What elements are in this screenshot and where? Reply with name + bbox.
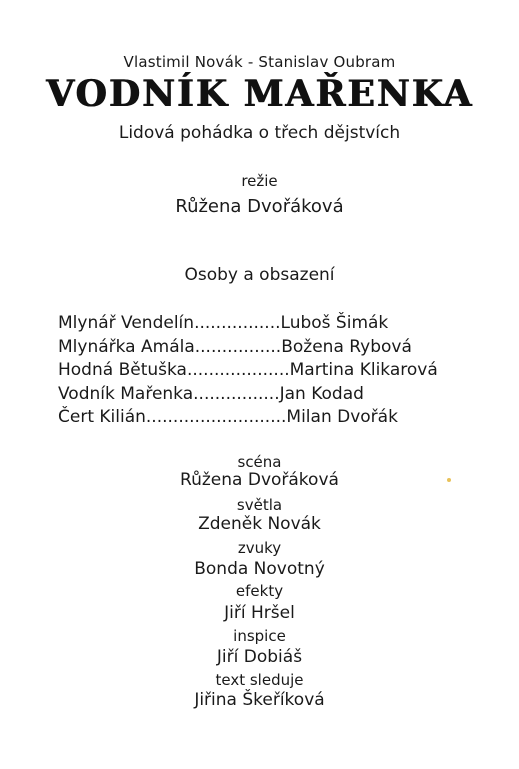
cast-dots: .......................... — [145, 407, 287, 427]
cast-role: Mlynář Vendelín — [58, 313, 195, 333]
play-title: VODNÍK MAŘENKA — [45, 73, 474, 115]
crew-label-efekty: efekty — [235, 582, 284, 600]
cast-role: Čert Kilián — [58, 407, 146, 427]
crew-label-zvuky: zvuky — [237, 539, 282, 557]
cast-row — [58, 312, 498, 336]
paper-spot — [447, 478, 451, 482]
crew-label-scena: scéna — [237, 453, 282, 471]
crew-name-text-sleduje: Jiřina Škeříková — [194, 690, 325, 710]
cast-heading: Osoby a obsazení — [184, 265, 335, 285]
cast-dots: ................ — [194, 336, 282, 357]
cast-dots: ................ — [193, 383, 280, 404]
cast-dots: ................... — [186, 360, 290, 380]
crew-name-svetla: Zdeněk Novák — [198, 514, 321, 534]
cast-row — [58, 359, 498, 383]
crew-name-inspice: Jiří Dobiáš — [216, 647, 303, 667]
play-subtitle: Lidová pohádka o třech dějstvích — [118, 123, 401, 143]
cast-role: Vodník Mařenka — [58, 383, 194, 404]
cast-actor: Božena Rybová — [281, 336, 412, 357]
cast-actor: Martina Klikarová — [289, 360, 438, 380]
crew-name-efekty: Jiří Hršel — [224, 603, 295, 623]
cast-actor: Luboš Šimák — [280, 313, 389, 333]
crew-name-scena: Růžena Dvořáková — [180, 470, 339, 490]
crew-label-svetla: světla — [236, 496, 283, 514]
crew-label-inspice: inspice — [233, 627, 286, 645]
cast-role: Hodná Bětuška — [58, 360, 187, 380]
cast-row — [58, 406, 498, 430]
direction-label: režie — [241, 172, 278, 190]
cast-row — [58, 383, 498, 407]
cast-actor: Milan Dvořák — [286, 407, 398, 427]
cast-row — [58, 336, 498, 360]
director-name: Růžena Dvořáková — [175, 196, 344, 217]
crew-label-text-sleduje: text sleduje — [215, 671, 304, 689]
authors-line: Vlastimil Novák - Stanislav Oubram — [123, 53, 396, 71]
crew-name-zvuky: Bonda Novotný — [194, 559, 325, 579]
cast-list — [58, 312, 498, 430]
cast-actor: Jan Kodad — [279, 383, 364, 404]
cast-role: Mlynářka Amála — [58, 336, 195, 357]
cast-dots: ................ — [194, 313, 281, 333]
